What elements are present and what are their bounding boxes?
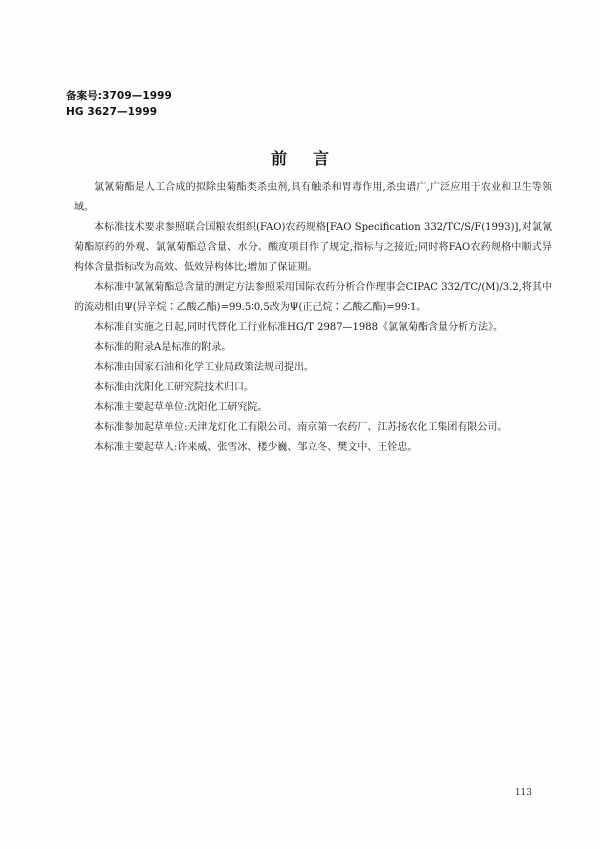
paragraph: 氯氰菊酯是人工合成的拟除虫菊酯类杀虫剂,具有触杀和胃毒作用,杀虫谱广,广泛应用于农业和卫生等领域。 [74,182,552,213]
foreword-body [74,178,552,458]
paragraph: 本标准由沈阳化工研究院技术归口。 [94,382,254,393]
paragraph: 本标准技术要求参照联合国粮农组织(FAO)农药规格[FAO Specification 332/TC/S/F(1993)],对氯氰菊酯原药的外观、氯氰菊酯总含量、水分、酸度项目作了规定,指标与之接近;同时将FAO农药规格中顺式异构体含量指标改为高效、低效异构体比;增加了保证期。 [74,222,552,273]
paragraph: 本标准由国家石油和化学工业局政策法规司提出。 [94,362,314,373]
paragraph: 本标准自实施之日起,同时代替化工行业标准HG/T 2987—1988《氯氰菊酯含量分析方法》。 [94,322,504,333]
paragraph: 本标准的附录A是标准的附录。 [94,342,232,353]
paragraph: 本标准主要起草人:许来威、张雪冰、楼少巍、邹立冬、樊文中、王铨忠。 [94,442,418,453]
paragraph: 本标准参加起草单位:天津龙灯化工有限公司、南京第一农药厂、江苏扬农化工集团有限公司。 [94,422,508,433]
paragraph: 本标准中氯氰菊酯总含量的测定方法参照采用国际农药分析合作理事会CIPAC 332/TC/(M)/3.2,将其中的流动相由Ψ(异辛烷∶乙酸乙酯)=99.5∶0.5改为Ψ(正己烷∶乙酸乙酯)=99∶1。 [74,282,552,313]
standard-header [66,88,172,120]
paragraph: 本标准主要起草单位:沈阳化工研究院。 [94,402,268,413]
record-number: 备案号:3709—1999 [66,90,172,102]
page-number: 113 [514,788,532,798]
page-title: 前言 [270,149,355,168]
standard-number: HG 3627—1999 [66,106,158,118]
